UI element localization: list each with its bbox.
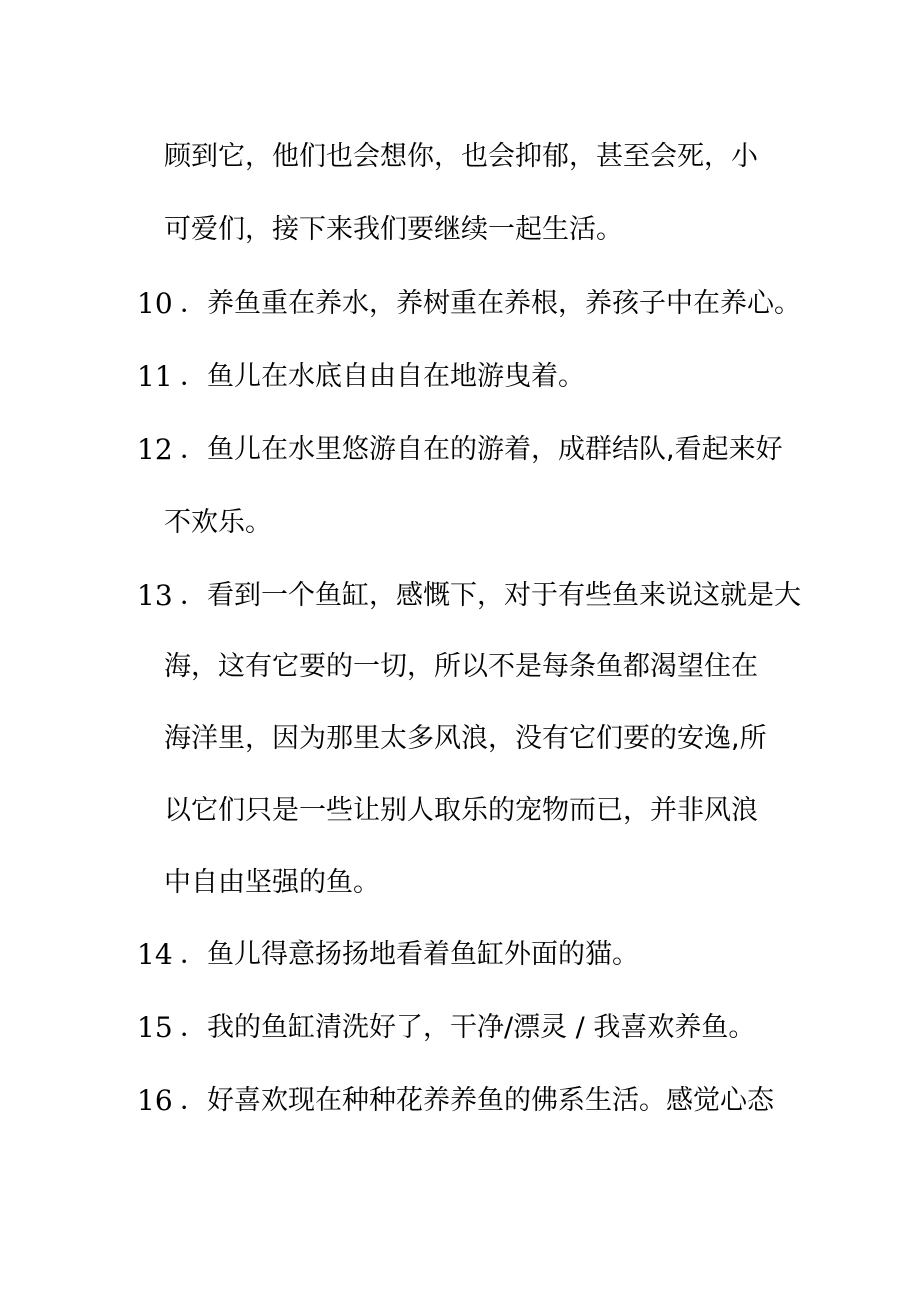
item-text: ．鱼儿在水里悠游自在的游着，成群结队,看起来好	[180, 434, 783, 465]
item-text: 海，这有它要的一切，所以不是每条鱼都渴望住在	[164, 651, 758, 682]
line-text: 可爱们，接下来我们要继续一起生活。	[164, 214, 623, 245]
continuation-line	[0, 210, 920, 250]
item-text: ．好喜欢现在种种花养养鱼的佛系生活。感觉心态	[180, 1085, 774, 1116]
item-number: 10	[137, 287, 173, 320]
item-number: 16	[137, 1084, 173, 1117]
item-number: 14	[137, 938, 173, 971]
list-item-continuation	[0, 719, 920, 759]
item-text: ．养鱼重在养水，养树重在养根，养孩子中在养心。	[180, 288, 801, 319]
item-text: 不欢乐。	[164, 507, 272, 538]
item-number: 11	[137, 360, 173, 393]
list-item-continuation	[0, 863, 920, 903]
item-text: 中自由坚强的鱼。	[164, 867, 380, 898]
item-number: 13	[137, 579, 173, 612]
list-item	[0, 284, 920, 324]
item-number: 15	[137, 1011, 173, 1044]
item-text: ．鱼儿得意扬扬地看着鱼缸外面的猫。	[180, 939, 639, 970]
continuation-line	[0, 137, 920, 177]
item-text: 海洋里，因为那里太多风浪，没有它们要的安逸,所	[164, 723, 767, 754]
list-item-continuation	[0, 503, 920, 543]
list-item	[0, 1081, 920, 1121]
line-text: 顾到它，他们也会想你，也会抑郁，甚至会死，小	[164, 141, 758, 172]
item-text: ．鱼儿在水底自由自在地游曳着。	[180, 361, 585, 392]
item-number: 12	[137, 433, 173, 466]
item-text: 以它们只是一些让别人取乐的宠物而已，并非风浪	[164, 795, 758, 826]
list-item-continuation	[0, 791, 920, 831]
list-item	[0, 357, 920, 397]
list-item	[0, 1008, 920, 1048]
item-text: ．看到一个鱼缸，感慨下，对于有些鱼来说这就是大	[180, 580, 801, 611]
list-item	[0, 935, 920, 975]
list-item	[0, 430, 920, 470]
list-item-continuation	[0, 647, 920, 687]
item-text: ．我的鱼缸清洗好了，干净/漂灵 / 我喜欢养鱼。	[180, 1012, 756, 1043]
list-item	[0, 576, 920, 616]
